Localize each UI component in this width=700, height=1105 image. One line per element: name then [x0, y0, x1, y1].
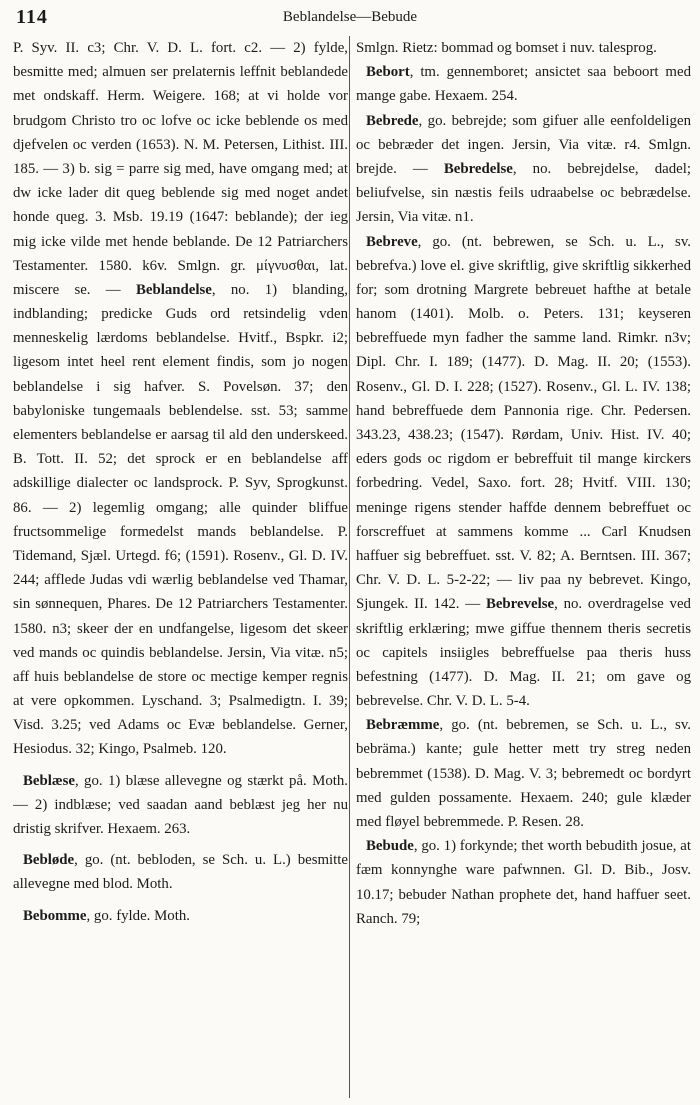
headword: Bebræmme [366, 717, 440, 734]
dictionary-entry: Bebløde, go. (nt. bebloden, se Sch. u. L.) besmitte allevegne med blod. Moth. [13, 852, 348, 893]
headword: Bebrevelse [485, 596, 555, 613]
headword: Bebløde [23, 852, 75, 869]
headword: Bebude [366, 838, 414, 855]
headword: Bebredelse [443, 160, 513, 177]
dictionary-entry: Bebude, go. 1) forkynde; thet worth bebudith josue, at fæm konnynghe ware pafwnnen. Gl. D. Bib., Josv. 10.17; bebuder Nathan prophete det, hand haffuer seet. Ranch. 79; [356, 838, 691, 927]
page-header [14, 6, 686, 30]
continued-entry-text: Smlgn. Rietz: bommad og bomset i nuv. talesprog. [356, 40, 657, 56]
dictionary-entry: Bebreve, go. (nt. bebrewen, se Sch. u. L., sv. bebrefva.) love el. give skriftlig, give skriftlig sikkerhed for; som drotning Margrete bebreuet hafthe at betale hanom (1401). Molb. o. Peters. 131; keyseren bebreffuede myn fadher the samme land. Rimkr. n3v; Dipl. Chr. I. 189; (1477). D. Mag. II. 20; (1553). Rosenv., Gl. D. I. 228; (1527). Rosenv., Gl. L. IV. 138; hand bebreffuede dem Pannonia rige. Chr. Pedersen. 343.23, 438.23; (1547). Rørdam, Univ. Hist. IV. 40; eders gods oc rigdom er bebreffuit til mange kirckers forbedring. Vedel, Saxo. fort. 28; Hvitf. VIII. 130; meninge rigens stender haffde dennem bebreffuet oc forscreffuet at sammens komme ... Carl Knudsen haffuer sig bebreffuet. sst. V. 82; A. Berntsen. III. 367; Chr. V. D. L. 5-2-22; — liv paa ny bebrevet. Kingo, Sjungek. II. 142. — Bebrevelse, no. overdragelse ved skriftlig erklæring; mwe giffue thennem theris secretis oc capitels insiigles bebreffuelse paa theris huss befestning (1477). D. Mag. II. 21; om gave og bebrevelse. Chr. V. D. L. 5-4. [356, 233, 691, 710]
dictionary-entry: Bebort, tm. gennemboret; ansictet saa beboort med mange gabe. Hexaem. 254. [356, 64, 691, 105]
page-number: 114 [16, 6, 48, 28]
dictionary-entry: Beblæse, go. 1) blæse allevegne og stærkt på. Moth. — 2) indblæse; ved saadan aand beblæst jeg her nu dristig skrifver. Hexaem. 263. [13, 772, 348, 837]
dictionary-entry: Bebræmme, go. (nt. bebremen, se Sch. u. L., sv. bebräma.) kante; gule hetter mett try streg neden bebremmet (1538). D. Mag. V. 3; bebremedt oc bordyrt med gulden possamente. Hexaem. 240; gule klæder med fløyel bebremmede. P. Resen. 28. [356, 717, 691, 830]
dictionary-entry: Bebrede, go. bebrejde; som gifuer alle eenfoldeligen oc bebræder det ingen. Jersin, Via vitæ. r4. Smlgn. brejde. — Bebredelse, no. bebrejdelse, dadel; beliufvelse, sin næstis feils udraabelse oc bebrædelse. Jersin, Via vitæ. n1. [356, 112, 691, 226]
headword: Bebort [366, 64, 410, 81]
headword: Bebreve [366, 233, 418, 250]
running-title: Beblandelse—Bebude [282, 9, 418, 25]
right-column [356, 36, 691, 1101]
left-column [13, 36, 348, 1101]
headword: Beblandelse [135, 281, 212, 298]
dictionary-entry: Bebomme, go. fylde. Moth. [23, 907, 190, 924]
continued-entry-text: P. Syv. II. c3; Chr. V. D. L. fort. c2. — 2) fylde, besmitte med; almuen ser prelaternis leffnit beblandede met ondskaff. Herm. Weigere. 168; at vi holde vor brudgom Christo tro oc lofve oc icke beblende os med djefvelen oc verden (1653). N. M. Petersen, Lithist. III. 185. — 3) b. sig = parre sig med, have omgang med; at dw icke lader dit queg beblende sig med noget andet honde queg. 3. Msb. 19.19 (1647: beblande); der ieg mig icke vilde met hende beblande. De 12 Patriarchers Testamenter. 1580. k6v. Smlgn. gr. μίγνυσθαι, lat. miscere se. — Beblandelse, no. 1) blanding, indblanding; predicke Guds ord retsindelig vden menneskelig lærdoms beblandelse. Hvitf., Bspkr. i2; ligesom intet heel rent element findis, som jo nogen beblandelse i sig hafver. S. Povelsøn. 37; den babyloniske tungemaals beblendelse. sst. 53; samme elementers beblandelse er aarsag til ald den underskeed. B. Tott. II. 52; det sprock er en beblandelse aff adskillige dialecter oc landsprock. P. Syv, Sprogkunst. 86. — 2) legemlig omgang; alle quinder bliffue fructsommelige formedelst mands beblandelse. P. Tidemand, Sjæl. Urtegd. f6; (1591). Rosenv., Gl. D. IV. 244; afflede Judas vdi wærlig beblandelse ved Thamar, sin sønnequen, Phares. De 12 Patriarchers Testamenter. 1580. n3; skeer der en undfangelse, ligesom det skeer ved mands oc quindis beblandelse. Jersin, Via vitæ. n5; aff huis beblandelse de store oc mectige kemper regnis at vere opkommen. Lyschand. 3; Psalmedigtn. I. 39; Visd. 3.25; ved Adams oc Evæ beblandelse. Gerner, Hesiodus. 32; Kingo, Psalmeb. 120. [13, 40, 348, 758]
headword: Bebomme [23, 907, 87, 924]
headword: Beblæse [23, 772, 75, 789]
headword: Bebrede [366, 112, 419, 129]
column-divider [349, 36, 350, 1098]
